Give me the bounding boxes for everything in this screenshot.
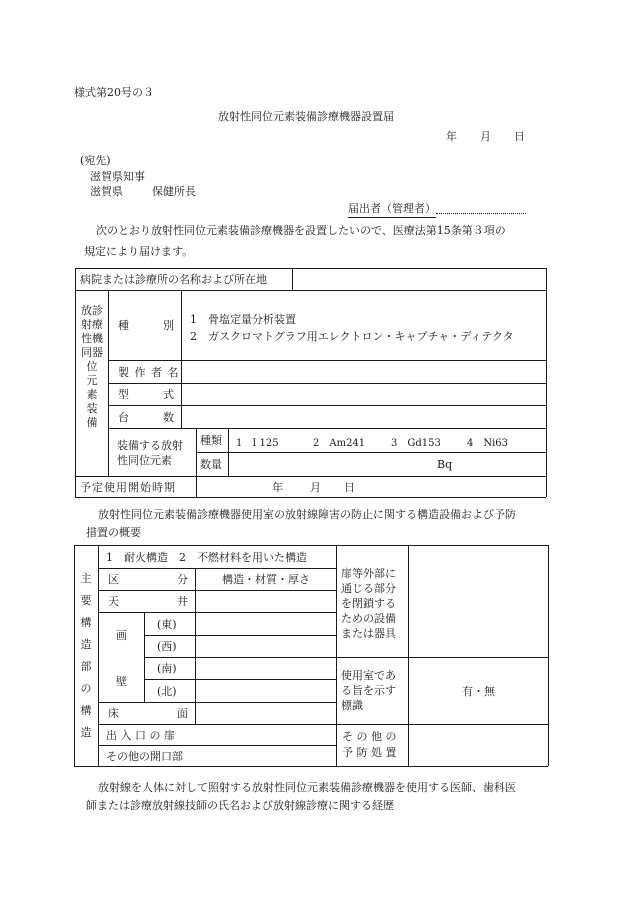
floor-field[interactable] (196, 702, 336, 724)
quantity-unit: Bq (437, 457, 453, 471)
footer-line-2: 師または診療放射線技師の氏名および放射線診療に関する経歴 (86, 799, 394, 812)
addressee-governor: 滋賀県知事 (90, 170, 145, 183)
start-date-label: 予定使用開始時期 (80, 480, 176, 494)
isotope-option-3[interactable]: 3 Gd153 (391, 438, 441, 449)
closure-equipment-label: 扉等外部に 通じる部分 を閉鎖する ための設備 または器具 (341, 567, 396, 640)
main-structure-vertical-label: 主 要 構 造 部 の 構 造 (80, 572, 92, 739)
intro-line-1: 次のとおり放射性同位元素装備診療機器を設置したいので、医療法第15条第３項の (96, 224, 506, 237)
floor-label: 床 面 (108, 707, 188, 720)
notifier-line (436, 213, 526, 214)
wall-south-label: (南) (157, 662, 177, 675)
wall-east-label: (東) (157, 617, 177, 631)
other-opening-label: その他の開口部 (106, 749, 183, 763)
entrance-door-label: 出 入 口 の 扉 (106, 728, 175, 742)
wall-north-label: (北) (157, 684, 177, 698)
section2-line-1: 放射性同位元素装備診療機器使用室の放射線障害の防止に関する構造設備および予防 (98, 508, 516, 521)
addressee-office: 保健所長 (152, 185, 196, 198)
form-title: 放射性同位元素装備診療機器設置届 (218, 110, 394, 123)
isotope-option-1[interactable]: 1 I 125 (236, 438, 279, 449)
isotope-option-4[interactable]: 4 Ni63 (467, 438, 509, 449)
addressee-prefecture: 滋賀県 (90, 185, 123, 198)
division-label: 区 分 (108, 573, 188, 586)
start-month-label: 月 (310, 480, 321, 494)
model-field[interactable] (182, 383, 545, 405)
intro-line-2: 規定により届けます。 (84, 245, 194, 258)
wall-kanji-2: 壁 (116, 675, 127, 688)
ceiling-label: 天 井 (108, 595, 188, 608)
count-label: 台 数 (118, 410, 174, 424)
hospital-name-label: 病院または診療所の名称および所在地 (80, 273, 267, 286)
wall-north-field[interactable] (196, 679, 336, 702)
other-prevention-field[interactable] (409, 725, 547, 765)
date-year-label: 年 (446, 130, 457, 143)
quantity-field[interactable] (229, 452, 429, 476)
quantity-label: 数量 (200, 458, 222, 471)
wall-west-label: (西) (157, 640, 177, 653)
footer-line-1: 放射線を人体に対して照射する放射性同位元素装備診療機器を使用する医師、歯科医 (98, 781, 516, 794)
date-month-label: 月 (480, 130, 491, 143)
sign-value[interactable]: 有・無 (462, 685, 495, 698)
kind-label: 種類 (200, 434, 222, 447)
isotope-option-2[interactable]: 2 Am241 (313, 438, 366, 449)
wall-west-field[interactable] (196, 635, 336, 657)
form-number: 様式第20号の３ (74, 86, 154, 99)
structure-header: 構造・材質・厚さ (222, 573, 310, 586)
closure-equipment-field[interactable] (409, 546, 547, 656)
section2-line-2: 措置の概要 (86, 526, 141, 539)
ceiling-field[interactable] (196, 590, 336, 612)
start-year-label: 年 (272, 480, 283, 494)
isotope-label-2: 性同位元素 (117, 454, 172, 467)
device-vertical-label: 放診 射療 性機 同器 位 元 素 装 備 (81, 304, 103, 429)
other-prevention-label: そ の 他 の 予 防 処 置 (342, 730, 397, 759)
type-label: 種 別 (118, 319, 174, 332)
type-option-1[interactable]: 1 骨塩定量分析装置 (190, 313, 296, 326)
wall-kanji-1: 画 (116, 629, 127, 642)
start-day-label: 日 (344, 480, 355, 494)
count-field[interactable] (182, 405, 545, 428)
hospital-name-field[interactable] (293, 268, 545, 290)
entrance-door-field[interactable] (196, 724, 336, 745)
construction-options[interactable]: 1 耐火構造 2 不燃材料を用いた構造 (106, 550, 307, 564)
sign-label: 使用室であ る旨を示す 標識 (341, 669, 396, 712)
wall-south-field[interactable] (196, 657, 336, 679)
date-day-label: 日 (514, 130, 525, 143)
wall-east-field[interactable] (196, 612, 336, 635)
type-option-2[interactable]: 2 ガスクロマトグラフ用エレクトロン・キャプチャ・ディテクタ (190, 330, 514, 343)
addressee-label: (宛先) (80, 154, 111, 167)
maker-label: 製 作 者 名 (118, 365, 180, 379)
notifier-label: 届出者（管理者） (348, 200, 436, 218)
maker-field[interactable] (182, 360, 545, 383)
other-opening-field[interactable] (196, 745, 336, 766)
model-label: 型 式 (118, 388, 174, 401)
isotope-label-1: 装備する放射 (117, 439, 183, 452)
